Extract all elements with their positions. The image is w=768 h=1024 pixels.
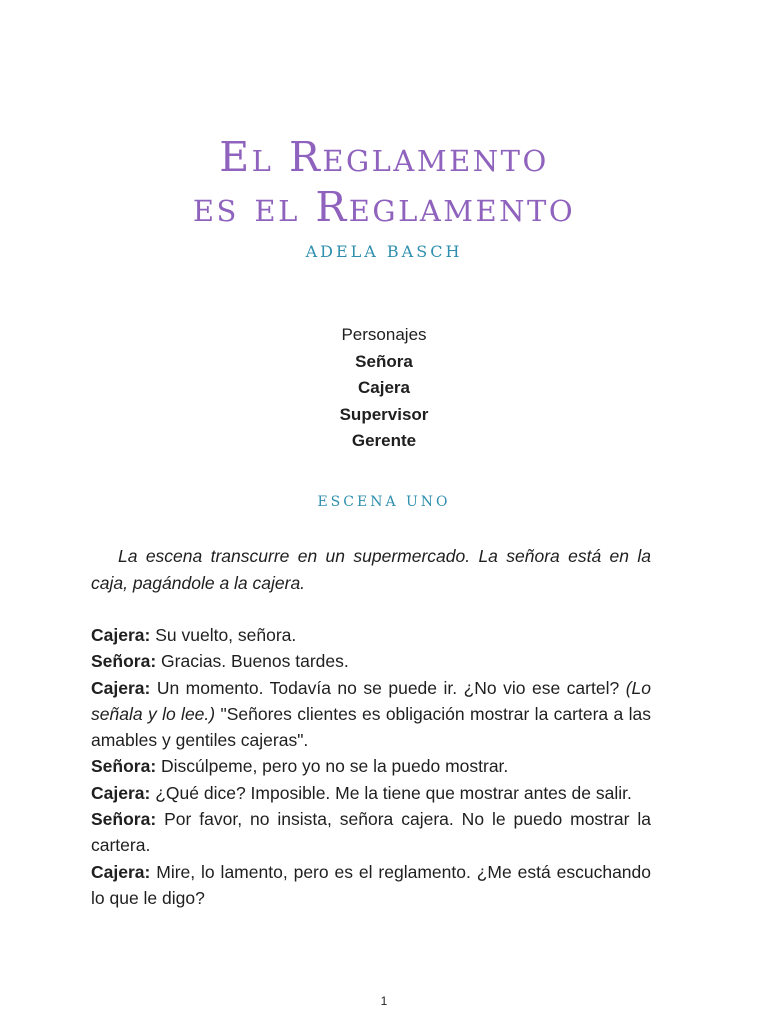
- line-text: Mire, lo lamento, pero es el reglamento. ¿Me está escuchando lo que le digo?: [91, 861, 651, 908]
- dialogue-line: [91, 675, 651, 754]
- speaker-name: Señora:: [91, 756, 157, 777]
- cast-name: Señora: [355, 351, 413, 371]
- page-number: 1: [380, 994, 388, 1008]
- speaker-name: Cajera:: [91, 782, 151, 803]
- stage-direction: La escena transcurre en un supermercado. La señora está en la caja, pagándole a la cajera.: [91, 546, 651, 593]
- line-text: Su vuelto, señora.: [150, 625, 297, 645]
- scene-title: ESCENA UNO: [317, 494, 451, 510]
- line-text: Por favor, no insista, señora cajera. No le puedo mostrar la cartera.: [91, 809, 651, 856]
- speaker-name: Cajera:: [91, 677, 151, 698]
- cast-name: Cajera: [358, 378, 410, 397]
- speaker-name: Cajera:: [91, 625, 151, 645]
- speaker-name: Señora:: [91, 651, 157, 672]
- dialogue-line: [91, 622, 651, 648]
- dialogue-line: [91, 780, 651, 806]
- cast-list: [0, 322, 768, 455]
- cast-name: Gerente: [351, 431, 417, 450]
- inline-stage-direction: (Lo señala y lo lee.): [91, 677, 651, 724]
- dialogue-line: [91, 753, 651, 779]
- dialogue-line: [91, 806, 651, 859]
- speaker-name: Cajera:: [91, 861, 151, 882]
- speaker-name: Señora:: [91, 809, 157, 830]
- author-name: ADELA BASCH: [305, 242, 463, 261]
- dialogue-line: [91, 859, 651, 912]
- line-text: "Señores clientes es obligación mostrar la cartera a las amables y gentiles cajeras".: [91, 703, 651, 751]
- dialogue: [91, 622, 651, 911]
- line-text: Discúlpeme, pero yo no se la puedo mostrar.: [156, 756, 509, 777]
- line-text: Un momento. Todavía no se puede ir. ¿No vio ese cartel?: [150, 677, 626, 698]
- play-title-line-1: El Reglamento: [219, 133, 549, 181]
- line-text: Gracias. Buenos tardes.: [156, 651, 349, 672]
- cast-heading: Personajes: [341, 325, 427, 344]
- cast-name: Supervisor: [339, 404, 429, 424]
- play-title-line-2: es el Reglamento: [192, 183, 576, 231]
- line-text: ¿Qué dice? Imposible. Me la tiene que mostrar antes de salir.: [150, 782, 632, 803]
- dialogue-line: [91, 648, 651, 674]
